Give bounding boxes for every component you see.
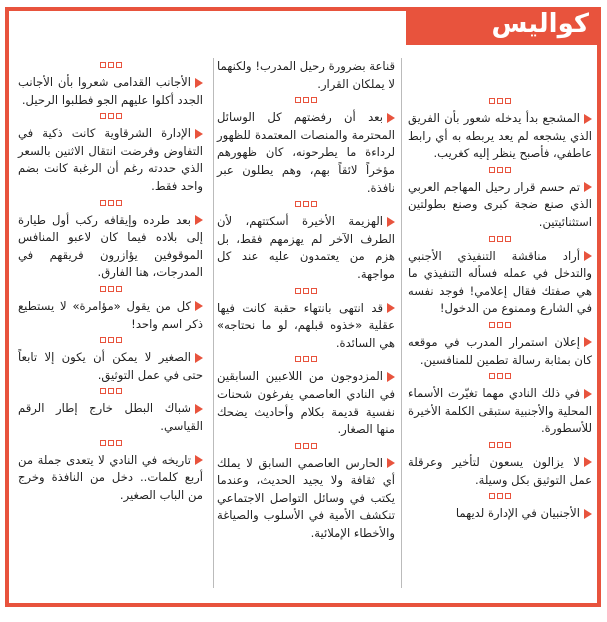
news-item xyxy=(217,300,395,353)
triangle-bullet-icon xyxy=(584,337,592,347)
triangle-bullet-icon xyxy=(195,353,203,363)
square-ornament-icon xyxy=(108,286,114,292)
news-item xyxy=(18,298,203,333)
square-ornament-icon xyxy=(108,200,114,206)
triangle-bullet-icon xyxy=(584,509,592,519)
news-item xyxy=(18,349,203,384)
separator-squares xyxy=(98,337,124,344)
news-item xyxy=(408,179,592,232)
square-ornament-icon xyxy=(311,97,317,103)
separator-squares xyxy=(293,443,319,450)
square-ornament-icon xyxy=(489,167,495,173)
triangle-bullet-icon xyxy=(195,404,203,414)
triangle-bullet-icon xyxy=(584,251,592,261)
square-ornament-icon xyxy=(108,440,114,446)
separator-squares xyxy=(487,236,513,243)
separator-squares xyxy=(98,286,124,293)
square-ornament-icon xyxy=(116,388,122,394)
square-ornament-icon xyxy=(303,97,309,103)
triangle-bullet-icon xyxy=(584,389,592,399)
separator-squares xyxy=(98,200,124,207)
news-item-text: الإدارة الشرقاوية كانت ذكية في التفاوض وفرضت انتقال الاثنين بالسعر الذي حددته رغم أن الرغبة كانت بضم واحد فقط. xyxy=(18,126,203,193)
triangle-bullet-icon xyxy=(387,458,395,468)
separator-squares xyxy=(98,440,124,447)
separator-squares xyxy=(293,201,319,208)
square-ornament-icon xyxy=(489,442,495,448)
news-item xyxy=(408,505,592,523)
square-ornament-icon xyxy=(505,493,511,499)
triangle-bullet-icon xyxy=(584,114,592,124)
square-ornament-icon xyxy=(100,62,106,68)
section-title: كواليس xyxy=(491,9,589,39)
news-item-text: الأجانب القدامى شعروا بأن الأجانب الجدد أكلوا عليهم الجو فطلبوا الرحيل. xyxy=(18,75,203,107)
triangle-bullet-icon xyxy=(584,182,592,192)
news-item-text: تم حسم قرار رحيل المهاجم العربي الذي صنع ضجة كبرى وصنع بطولتين استثنائيتين. xyxy=(408,179,592,229)
square-ornament-icon xyxy=(100,440,106,446)
square-ornament-icon xyxy=(100,113,106,119)
square-ornament-icon xyxy=(505,373,511,379)
column-left xyxy=(18,58,203,504)
news-item xyxy=(18,400,203,435)
square-ornament-icon xyxy=(116,113,122,119)
news-item-text: الحارس العاصمي السابق لا يملك أي ثقافة ولا يجيد الحديث، وعندما يكتب في وسائل التواصل الاجتماعي تنكشف الأمية في الأسلوب والصياغة والأخطاء الإملائية. xyxy=(217,455,395,541)
separator-squares xyxy=(98,388,124,395)
square-ornament-icon xyxy=(116,200,122,206)
separator-squares xyxy=(98,62,124,69)
square-ornament-icon xyxy=(108,62,114,68)
news-item-text: أراد مناقشة التنفيذي الأجنبي والتدخل في عمله فسأله التنفيذي ما هي صفتك فقال إعلامي! فوجد نفسه في الشارع وممنوع من الدخول! xyxy=(408,248,592,316)
triangle-bullet-icon xyxy=(387,217,395,227)
triangle-bullet-icon xyxy=(195,78,203,88)
square-ornament-icon xyxy=(489,373,495,379)
news-item xyxy=(18,125,203,195)
news-item-text: شباك البطل خارج إطار الرقم القياسي. xyxy=(18,401,203,433)
news-item-text: الهزيمة الأخيرة أسكتتهم، لأن الطرف الآخر لم يهزمهم فقط، بل هزم من يعتمدون عليه عند كل مواجهة. xyxy=(217,214,395,281)
column-right xyxy=(408,94,592,523)
square-ornament-icon xyxy=(295,97,301,103)
separator-squares xyxy=(293,288,319,295)
square-ornament-icon xyxy=(108,113,114,119)
square-ornament-icon xyxy=(505,236,511,242)
separator-squares xyxy=(487,322,513,329)
column-middle xyxy=(217,58,395,543)
news-item-text: لا يزالون يسعون لتأخير وعرقلة عمل التوثيق بكل وسيلة. xyxy=(408,454,592,487)
separator-squares xyxy=(293,97,319,104)
section-header xyxy=(406,11,601,45)
square-ornament-icon xyxy=(116,337,122,343)
separator-squares xyxy=(487,373,513,380)
square-ornament-icon xyxy=(303,356,309,362)
square-ornament-icon xyxy=(489,98,495,104)
news-item xyxy=(18,212,203,282)
news-item-text: إعلان استمرار المدرب في موقعه كان بمثابة رسالة تطمين للمنافسين. xyxy=(408,334,592,367)
square-ornament-icon xyxy=(303,443,309,449)
news-item-text: كل من يقول «مؤامرة» لا يستطيع ذكر اسم واحد! xyxy=(18,298,203,331)
square-ornament-icon xyxy=(311,356,317,362)
square-ornament-icon xyxy=(489,236,495,242)
news-item-text: بعد طرده وإيقافه ركب أول طيارة إلى بلاده فيما كان لاعبو المنافس الموقوفين يؤازرون فريقهم في المدرجات، هنا الفارق. xyxy=(18,212,203,280)
square-ornament-icon xyxy=(505,98,511,104)
news-item-text: قناعة بضرورة رحيل المدرب! ولكنهما لا يملكان القرار. xyxy=(217,59,395,91)
square-ornament-icon xyxy=(295,443,301,449)
news-item xyxy=(217,213,395,283)
square-ornament-icon xyxy=(505,167,511,173)
square-ornament-icon xyxy=(100,337,106,343)
square-ornament-icon xyxy=(497,98,503,104)
square-ornament-icon xyxy=(303,201,309,207)
news-item xyxy=(18,452,203,505)
news-item xyxy=(408,334,592,369)
square-ornament-icon xyxy=(497,236,503,242)
triangle-bullet-icon xyxy=(195,215,203,225)
square-ornament-icon xyxy=(116,62,122,68)
column-divider xyxy=(401,58,402,588)
square-ornament-icon xyxy=(295,201,301,207)
square-ornament-icon xyxy=(116,440,122,446)
news-item-text: المزدوجون من اللاعبين السابقين في النادي العاصمي يفرغون شحنات نفسية قديمة بكلام وأحاديث يضحك منها الصغار. xyxy=(217,369,395,437)
triangle-bullet-icon xyxy=(195,129,203,139)
news-item-text: بعد أن رفضتهم كل الوسائل المحترمة والمنصات المعتمدة للظهور لرداءة ما يطرحونه، كان ظهورهم مؤخراً لائقاً بهم، وهم يطلون عبر نافذة. xyxy=(217,110,395,195)
square-ornament-icon xyxy=(100,286,106,292)
news-item xyxy=(217,58,395,93)
news-item xyxy=(217,368,395,438)
separator-squares xyxy=(487,167,513,174)
triangle-bullet-icon xyxy=(195,455,203,465)
square-ornament-icon xyxy=(100,388,106,394)
news-item xyxy=(408,110,592,163)
news-item-text: في ذلك النادي مهما تغيّرت الأسماء المحلية والأجنبية ستبقى الكلمة الأخيرة للأسطورة. xyxy=(408,386,592,436)
triangle-bullet-icon xyxy=(195,301,203,311)
separator-squares xyxy=(487,493,513,500)
square-ornament-icon xyxy=(311,288,317,294)
square-ornament-icon xyxy=(108,337,114,343)
news-item-text: قد انتهى بانتهاء حقبة كانت فيها عقلية «خذوه قبلهم، لو ما نحتاجه» هي السائدة. xyxy=(217,300,395,350)
square-ornament-icon xyxy=(295,288,301,294)
triangle-bullet-icon xyxy=(387,303,395,313)
square-ornament-icon xyxy=(497,373,503,379)
square-ornament-icon xyxy=(497,442,503,448)
square-ornament-icon xyxy=(100,200,106,206)
square-ornament-icon xyxy=(497,493,503,499)
news-item xyxy=(408,454,592,489)
square-ornament-icon xyxy=(505,322,511,328)
square-ornament-icon xyxy=(489,322,495,328)
square-ornament-icon xyxy=(311,201,317,207)
triangle-bullet-icon xyxy=(584,457,592,467)
square-ornament-icon xyxy=(497,167,503,173)
separator-squares xyxy=(487,442,513,449)
square-ornament-icon xyxy=(116,286,122,292)
square-ornament-icon xyxy=(505,442,511,448)
news-item-text: الأجنبيان في الإدارة لديهما xyxy=(455,506,580,521)
triangle-bullet-icon xyxy=(387,113,395,123)
separator-squares xyxy=(293,356,319,363)
news-item xyxy=(408,248,592,318)
square-ornament-icon xyxy=(108,388,114,394)
square-ornament-icon xyxy=(497,322,503,328)
column-divider xyxy=(213,58,214,588)
news-item-text: المشجع بدأ يدخله شعور بأن الفريق الذي يشجعه لم يعد يربطه به أي رابط عاطفي، فأصبح ينظر إليه كغريب. xyxy=(408,111,592,161)
triangle-bullet-icon xyxy=(387,372,395,382)
news-item xyxy=(217,455,395,543)
separator-squares xyxy=(487,98,513,105)
news-item-text: تاريخه في النادي لا يتعدى جملة من أربع كلمات.. دخل من النافذة وخرج من الباب الصغير. xyxy=(18,452,203,502)
square-ornament-icon xyxy=(489,493,495,499)
news-item xyxy=(217,109,395,197)
square-ornament-icon xyxy=(295,356,301,362)
square-ornament-icon xyxy=(303,288,309,294)
news-item xyxy=(18,74,203,109)
separator-squares xyxy=(98,113,124,120)
news-item-text: الصغير لا يمكن أن يكون إلا تابعاً حتى في عمل التوثيق. xyxy=(18,350,203,382)
square-ornament-icon xyxy=(311,443,317,449)
news-item xyxy=(408,385,592,438)
